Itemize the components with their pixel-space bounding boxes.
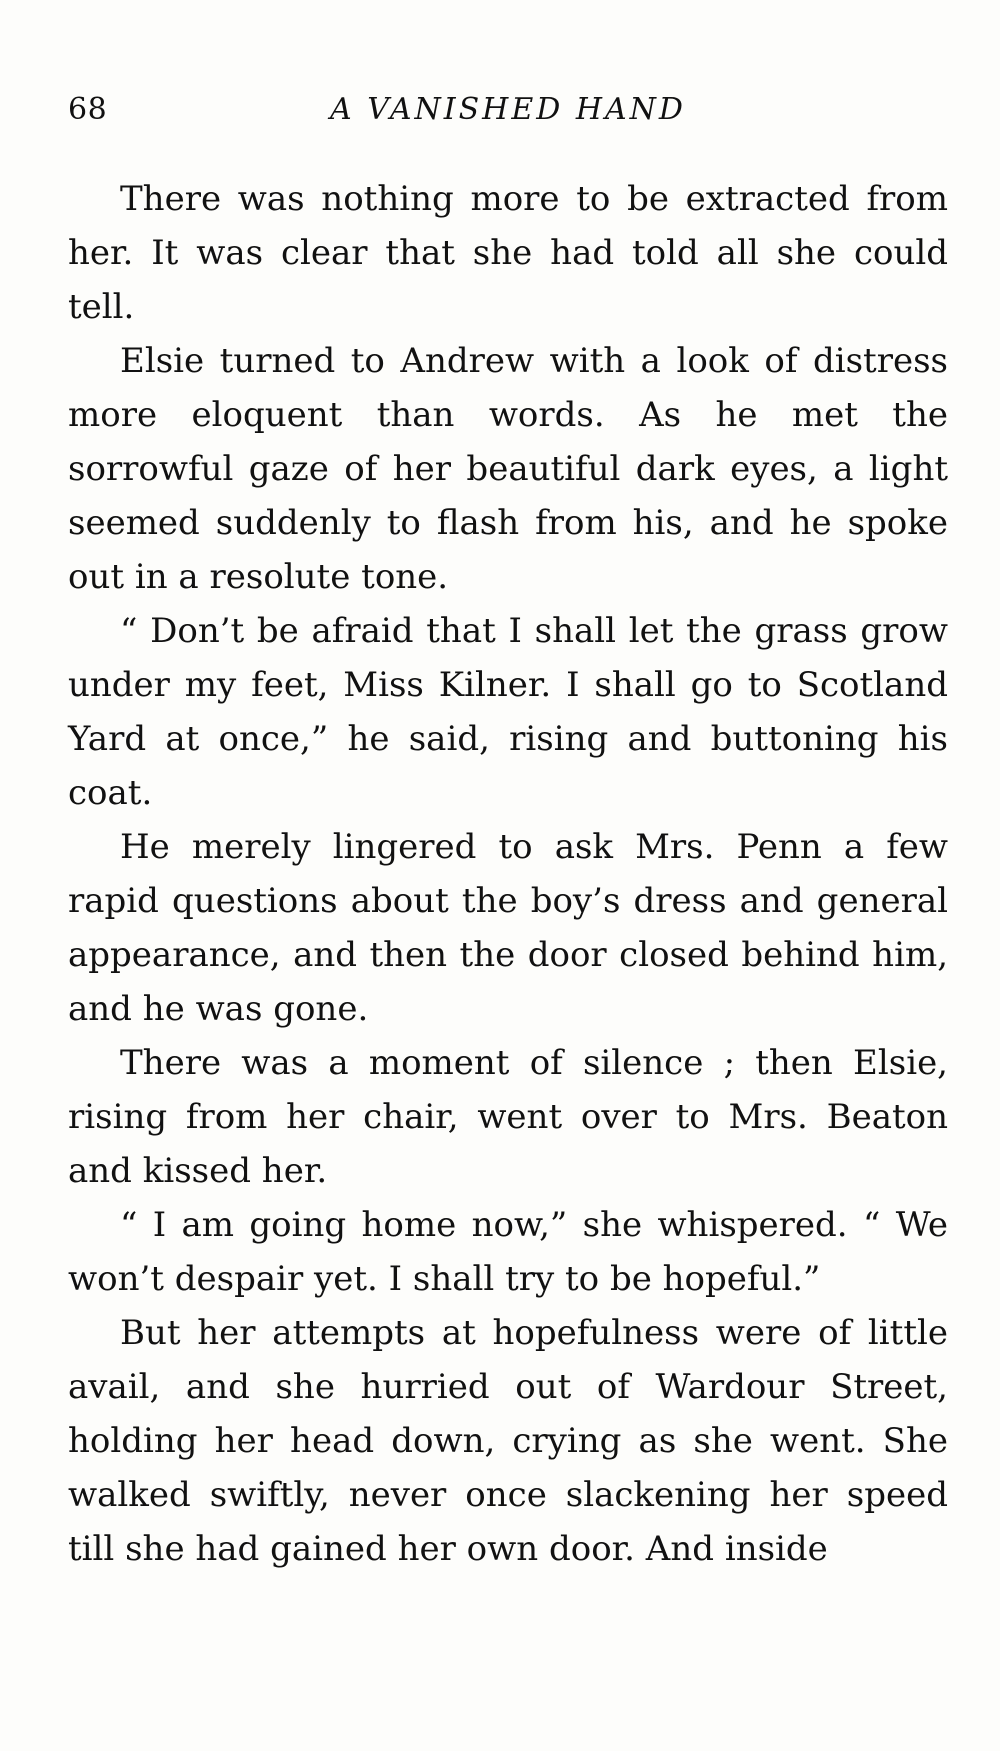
paragraph: “ Don’t be afraid that I shall let the grass grow under my feet, Miss Kilner. I shall go to Scotland Yard at once,” he said, rising and buttoning his coat.	[68, 611, 948, 813]
page-number: 68	[68, 92, 108, 127]
paragraph: Elsie turned to Andrew with a look of distress more eloquent than words. As he met the sorrowful gaze of her beautiful dark eyes, a light seemed suddenly to flash from his, and he spoke out in a resolute tone.	[68, 341, 948, 597]
paragraph: There was a moment of silence ; then Elsie, rising from her chair, went over to Mrs. Beaton and kissed her.	[68, 1043, 948, 1191]
paragraph: There was nothing more to be extracted from her. It was clear that she had told all she could tell.	[68, 179, 948, 327]
page-header	[68, 92, 948, 132]
paragraph: But her attempts at hopefulness were of little avail, and she hurried out of Wardour Street, holding her head down, crying as she went. She walked swiftly, never once slackening her speed till she had gained her own door. And inside	[68, 1313, 948, 1569]
paragraph: He merely lingered to ask Mrs. Penn a few rapid questions about the boy’s dress and general appearance, and then the door closed behind him, and he was gone.	[68, 827, 948, 1029]
paragraph: “ I am going home now,” she whispered. “ We won’t despair yet. I shall try to be hopeful.”	[68, 1205, 948, 1299]
running-title: A VANISHED HAND	[330, 92, 686, 127]
body-text	[68, 172, 948, 1576]
